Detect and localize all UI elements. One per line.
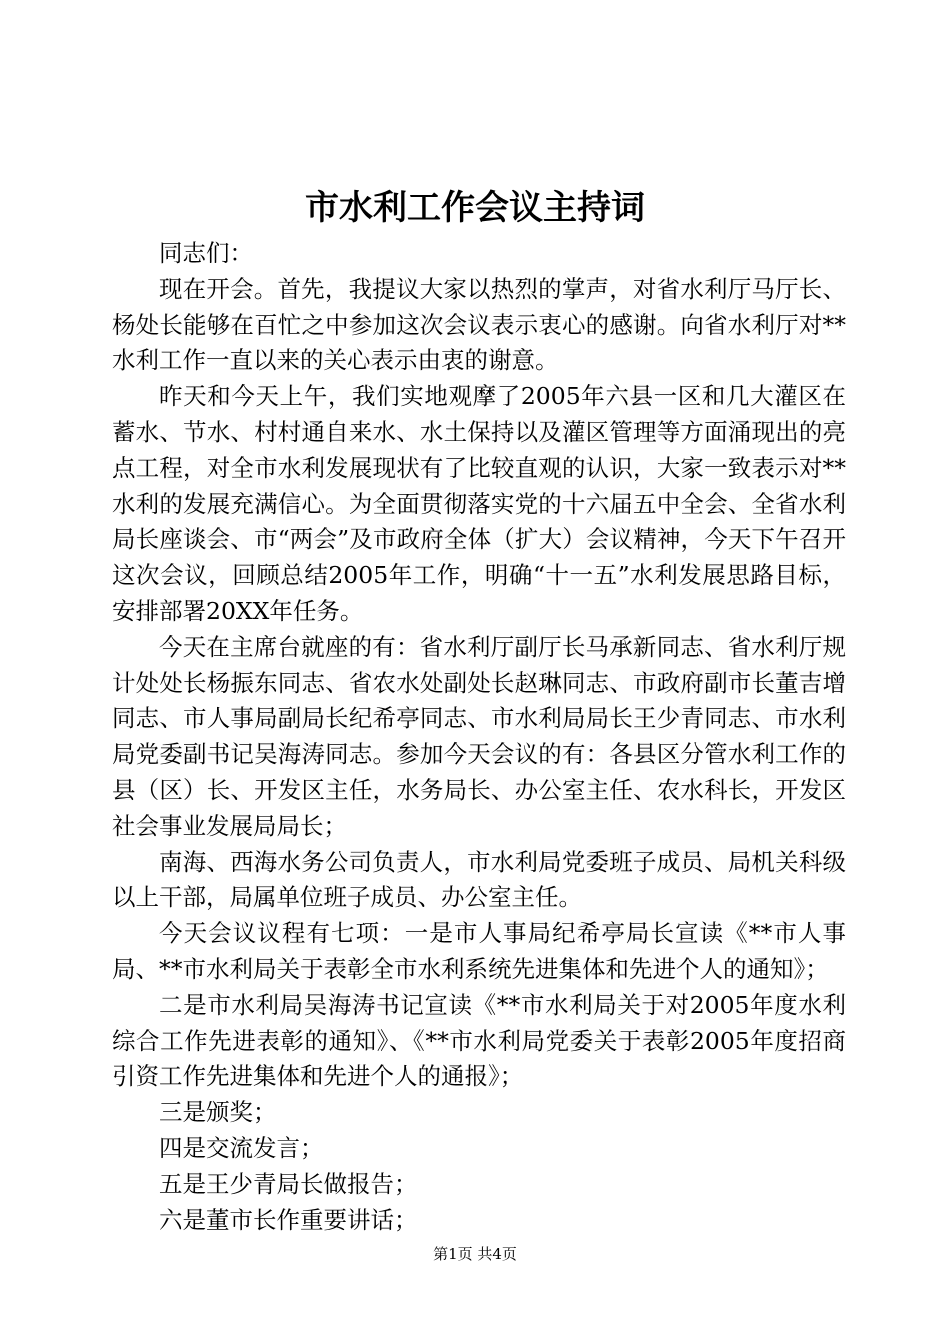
page-number-footer: 第1页 共4页 xyxy=(433,1245,517,1263)
paragraph-agenda-item-2: 二是市水利局吴海涛书记宣读《**市水利局关于对2005年度水利综合工作先进表彰的通知》、《**市水利局党委关于表彰2005年度招商引资工作先进集体和先进个人的通报》； xyxy=(112,990,846,1091)
document-body xyxy=(112,236,846,1238)
paragraph-attendees-continued: 南海、西海水务公司负责人，市水利局党委班子成员、局机关科级以上干部，局属单位班子成员、办公室主任。 xyxy=(112,847,846,912)
paragraph-background: 昨天和今天上午，我们实地观摩了2005年六县一区和几大灌区在蓄水、节水、村村通自来水、水土保持以及灌区管理等方面涌现出的亮点工程，对全市水利发展现状有了比较直观的认识，大家一致表示对**水利的发展充满信心。为全面贯彻落实党的十六届五中全会、全省水利局长座谈会、市“两会”及市政府全体（扩大）会议精神，今天下午召开这次会议，回顾总结2005年工作，明确“十一五”水利发展思路目标，安排部署20XX年任务。 xyxy=(112,382,846,625)
paragraph-salutation: 同志们： xyxy=(159,239,253,267)
paragraph-agenda-item-4: 四是交流发言； xyxy=(159,1133,324,1162)
document-title: 市水利工作会议主持词 xyxy=(305,188,645,228)
paragraph-agenda-item-1: 今天会议议程有七项：一是市人事局纪希亭局长宣读《**市人事局、**市水利局关于表彰全市水利系统先进集体和先进个人的通知》； xyxy=(112,919,846,983)
paragraph-opening: 现在开会。首先，我提议大家以热烈的掌声，对省水利厅马厅长、杨处长能够在百忙之中参加这次会议表示衷心的感谢。向省水利厅对**水利工作一直以来的关心表示由衷的谢意。 xyxy=(112,274,846,375)
paragraph-agenda-item-6: 六是董市长作重要讲话； xyxy=(159,1205,418,1234)
paragraph-agenda-item-5: 五是王少青局长做报告； xyxy=(159,1169,418,1198)
paragraph-agenda-item-3: 三是颁奖； xyxy=(159,1098,277,1127)
paragraph-attendees: 今天在主席台就座的有：省水利厅副厅长马承新同志、省水利厅规计处处长杨振东同志、省农水处副处长赵琳同志、市政府副市长董吉增同志、市人事局副局长纪希亭同志、市水利局局长王少青同志、市水利局党委副书记吴海涛同志。参加今天会议的有：各县区分管水利工作的县（区）长、开发区主任，水务局长、办公室主任、农水科长，开发区社会事业发展局局长； xyxy=(112,632,846,840)
